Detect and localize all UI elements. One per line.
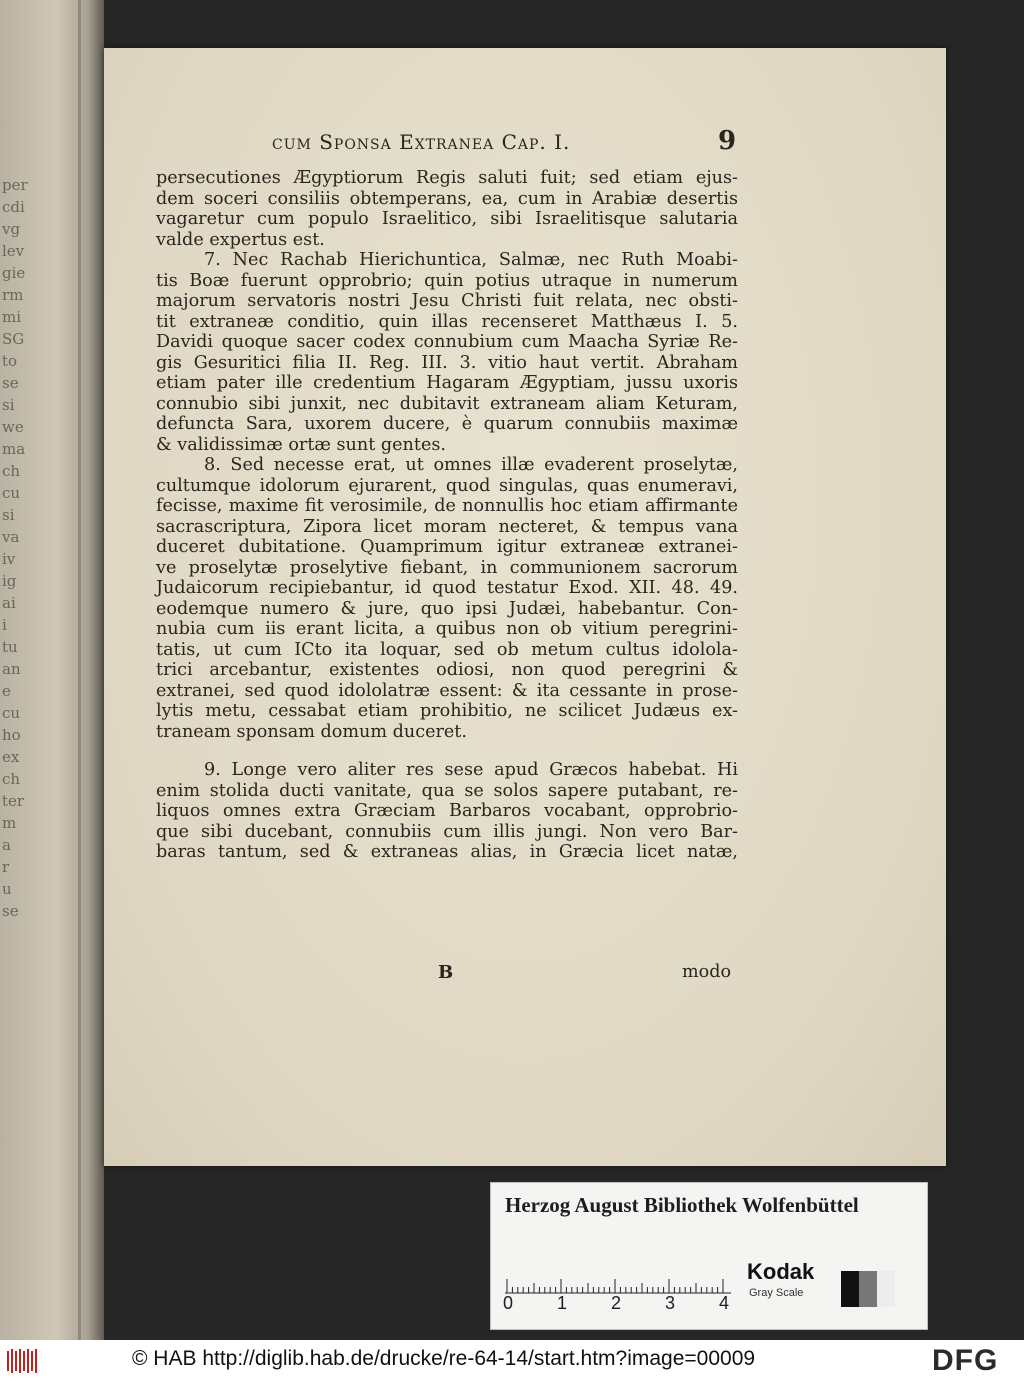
previous-page-fragment: ch	[2, 462, 21, 480]
kodak-logo: Kodak	[747, 1259, 815, 1284]
text-line: Judaicorum recipiebantur, id quod testatur Exod. XII. 48. 49.	[156, 578, 738, 598]
text-line: 9. Longe vero aliter res sese apud Græcos habebat. Hi	[204, 760, 738, 780]
text-line: tit extraneæ conditio, quin illas recenseret Matthæus I. 5.	[156, 311, 738, 332]
previous-page-edge	[0, 0, 104, 1340]
text-line: vagaretur cum populo Israelitico, sibi Israelitisque salutaria	[156, 209, 738, 229]
previous-page-fragment: r	[2, 858, 10, 876]
signature-mark: B	[438, 962, 454, 983]
text-line: trici arcebantur, existentes odiosi, non quod peregrini &	[156, 660, 738, 680]
previous-page-fragment: gie	[2, 264, 26, 282]
previous-page-fragment: cu	[2, 484, 21, 502]
gray-patch	[877, 1271, 895, 1307]
text-line: duceret dubitatione. Quamprimum igitur extraneæ extranei-	[156, 537, 738, 557]
previous-page-fragment: cdi	[2, 198, 25, 216]
previous-page-fragment: per	[2, 176, 28, 194]
previous-page-fragment: ig	[2, 572, 17, 590]
text-line: majorum servatoris nostri Jesu Christi fuit relata, nec obsti-	[156, 291, 738, 311]
copyright-link[interactable]: © HAB http://diglib.hab.de/drucke/re-64-14/start.htm?image=00009	[132, 1347, 756, 1370]
text-line: 7. Nec Rachab Hierichuntica, Salmæ, nec Ruth Moabi-	[204, 250, 738, 270]
previous-page-fragment: e	[2, 682, 11, 700]
previous-page-fragment: lev	[2, 242, 25, 260]
ruler-label: 3	[665, 1293, 676, 1313]
body-text	[156, 168, 738, 863]
previous-page-fragment: se	[2, 902, 19, 920]
text-line: tis Boæ fuerunt opprobrio; quin potius utraque in numerum	[156, 270, 738, 291]
gray-patch	[841, 1271, 859, 1307]
previous-page-fragment: m	[2, 814, 17, 832]
gray-scale-label: Gray Scale	[749, 1287, 804, 1299]
previous-page-fragment: tu	[2, 638, 18, 656]
previous-page-fragment: u	[2, 880, 12, 898]
ruler-labels	[505, 1293, 731, 1317]
text-line: enim stolida ducti vanitate, qua se solos sapere putabant, re-	[156, 780, 738, 801]
text-line: dem soceri consiliis obtemperans, ea, cum in Arabiæ desertis	[156, 188, 738, 209]
previous-page-fragment: i	[2, 616, 7, 634]
text-line: traneam sponsam domum duceret.	[156, 721, 467, 742]
text-line: valde expertus est.	[156, 229, 325, 250]
previous-page-fragment: si	[2, 396, 15, 414]
dfg-logo: DFG	[932, 1344, 999, 1377]
text-line: nubia cum iis erant licita, a quibus non ob vitium peregrini-	[156, 619, 738, 639]
catchword: modo	[682, 962, 732, 982]
text-line: defuncta Sara, uxorem ducere, è quarum connubiis maximæ	[156, 414, 738, 434]
text-line: persecutiones Ægyptiorum Regis saluti fuit; sed etiam ejus-	[156, 168, 738, 188]
running-head	[272, 126, 742, 160]
text-line: etiam pater ille credentium Hagaram Ægyptiam, jussu uxoris	[156, 373, 738, 393]
text-line: & validissimæ ortæ sunt gentes.	[156, 434, 446, 455]
previous-page-fragment: ai	[2, 594, 16, 612]
text-line: tatis, ut cum ICto ita loquar, sed ob metum cultus idolola-	[156, 639, 738, 660]
text-line: 8. Sed necesse erat, ut omnes illæ evaderent proselytæ,	[204, 455, 738, 475]
previous-page-fragment: iv	[2, 550, 16, 568]
gray-patch	[859, 1271, 877, 1307]
previous-page-fragment: ho	[2, 726, 21, 744]
ruler-label: 2	[611, 1293, 622, 1313]
running-head-title: cum Sponsa Extranea Cap. I.	[272, 130, 571, 154]
ruler-label: 4	[719, 1293, 730, 1313]
text-line: Davidi quoque sacer codex connubium cum Maacha Syriæ Re-	[156, 332, 738, 352]
previous-page-fragment: ma	[2, 440, 26, 458]
text-line: extranei, sed quod idololatræ essent: & ita cessante in prose-	[156, 680, 738, 701]
page-number: 9	[718, 126, 738, 156]
ruler-label: 0	[503, 1293, 514, 1313]
text-line: eodemque numero & jure, quo ipsi Judæi, habebantur. Con-	[156, 598, 738, 619]
text-line: cultumque idolorum ejurarent, quod singulas, quas enumeravi,	[156, 475, 738, 496]
previous-page-fragment: si	[2, 506, 15, 524]
text-line: connubio sibi junxit, nec dubitavit extraneam aliam Keturam,	[156, 393, 738, 414]
previous-page-fragment: mi	[2, 308, 22, 326]
text-line: sacrascriptura, Zipora licet moram necteret, & tempus vana	[156, 516, 738, 537]
previous-page-fragment: se	[2, 374, 19, 392]
previous-page-fragment: we	[2, 418, 24, 436]
previous-page-fragment: vg	[2, 220, 21, 238]
previous-page-fold	[78, 0, 81, 1340]
previous-page-fragment: ter	[2, 792, 25, 810]
ruler-label: 1	[557, 1293, 568, 1313]
text-line: lytis metu, cessabat etiam prohibitio, ne scilicet Judæus ex-	[156, 701, 738, 721]
previous-page-fragment: an	[2, 660, 21, 678]
previous-page-fragment: ch	[2, 770, 21, 788]
text-line: ve proselytæ proselytive fiebant, in communionem sacrorum	[156, 557, 738, 578]
previous-page-fragment: ex	[2, 748, 20, 766]
gray-patches	[841, 1271, 901, 1307]
color-target-card	[490, 1182, 928, 1330]
previous-page-fragment: SG	[2, 330, 25, 348]
previous-page-fragment: cu	[2, 704, 21, 722]
text-line: gis Gesuritici filia II. Reg. III. 3. vitio haut vertit. Abraham	[156, 352, 738, 373]
previous-page-fragment: a	[2, 836, 11, 854]
text-line: fecisse, maxime fit verosimile, de nonnullis hoc etiam affirmante	[156, 496, 738, 516]
library-name: Herzog August Bibliothek Wolfenbüttel	[505, 1193, 859, 1217]
previous-page-fragment: rm	[2, 286, 24, 304]
previous-page-fragment: to	[2, 352, 18, 370]
text-line: que sibi ducebant, connubiis cum illis jungi. Non vero Bar-	[156, 821, 738, 842]
paragraph-gap	[156, 742, 738, 760]
text-line: baras tantum, sed & extraneas alias, in Græcia licet natæ,	[156, 842, 738, 862]
text-line: liquos omnes extra Græciam Barbaros vocabant, opprobrio-	[156, 801, 738, 821]
previous-page-fragment: va	[2, 528, 20, 546]
hab-logo-icon	[6, 1348, 40, 1374]
footer-bar	[0, 1340, 1024, 1382]
